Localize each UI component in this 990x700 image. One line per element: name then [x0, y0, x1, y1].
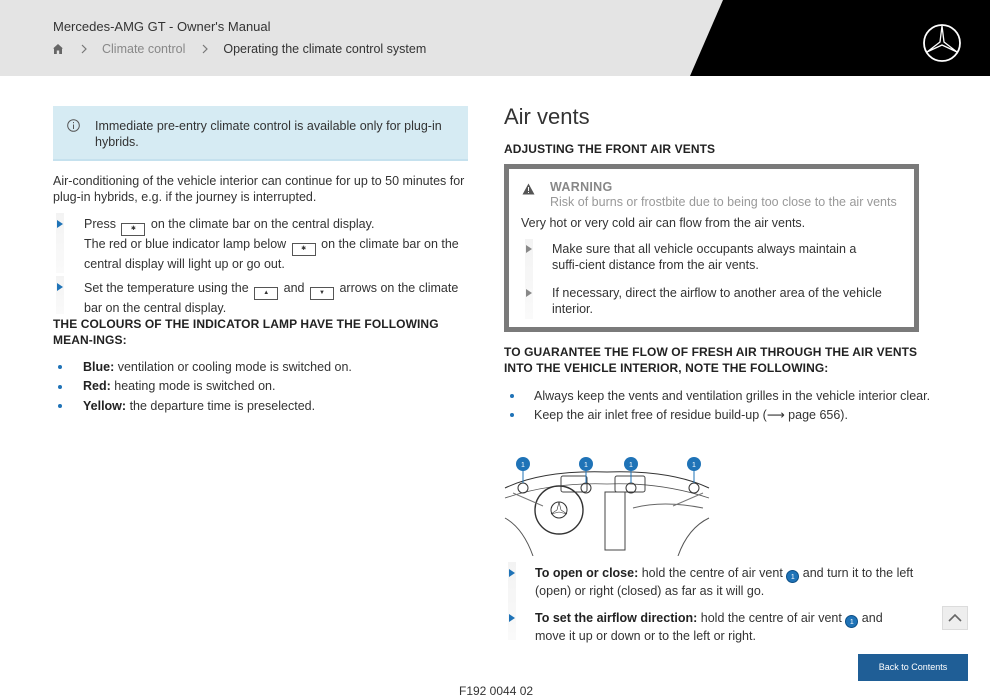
flow-item-2: Keep the air inlet free of residue build-up (⟶ page 656).: [534, 408, 848, 422]
list-bullet: [58, 385, 62, 389]
action-label: To open or close:: [535, 566, 639, 580]
mercedes-star-logo: [922, 23, 962, 63]
warning-item-2: If necessary, direct the airflow to another area of the vehicle interior.: [552, 286, 882, 316]
action-airflow-direction: [535, 610, 915, 644]
home-icon[interactable]: [52, 43, 64, 55]
chevron-right-icon: [80, 44, 88, 54]
breadcrumb-climate-control[interactable]: Climate control: [102, 42, 186, 56]
list-bullet: [510, 413, 514, 417]
step-2-and: and: [283, 281, 305, 295]
callout-number: 1: [521, 462, 525, 469]
warning-label: WARNING: [550, 180, 613, 194]
step-bar: [56, 276, 64, 314]
callout-number: 1: [692, 462, 696, 469]
action-open-close: [535, 565, 915, 599]
step-bullet-icon: [57, 220, 63, 228]
air-vents-illustration: [503, 448, 711, 556]
colour-label: Red:: [83, 379, 111, 393]
action-text-b: and turn it to the left (open) or right (closed) as far as it will go.: [535, 566, 914, 598]
arrow-up-key-icon: ▲: [254, 287, 278, 300]
step-1: [84, 216, 469, 236]
colour-item-yellow: [83, 398, 468, 414]
action-text-b: and move it up or down or to the left or right.: [535, 611, 883, 643]
step-2-text-b: arrows on the climate bar on the central display.: [84, 281, 459, 315]
step-1-text-a: Press: [84, 217, 116, 231]
chevron-right-icon: [201, 44, 209, 54]
step-1-text-d: on the climate bar on the central display will light up or go out.: [84, 237, 459, 271]
step-bullet-icon: [509, 569, 515, 577]
list-bullet: [510, 394, 514, 398]
step-2-text-a: Set the temperature using the: [84, 281, 249, 295]
warning-triangle-icon: [522, 183, 535, 195]
step-bullet-icon: [509, 614, 515, 622]
info-icon: [67, 119, 80, 132]
action-text-a: hold the centre of air vent: [641, 566, 783, 580]
colour-item-blue: [83, 359, 468, 375]
warning-description: Very hot or very cold air can flow from the air vents.: [521, 216, 806, 230]
section-title: Air vents: [504, 104, 590, 129]
colours-heading: THE COLOURS OF THE INDICATOR LAMP HAVE THE FOLLOWING MEAN-INGS:: [53, 317, 439, 347]
callout-number: 1: [629, 462, 633, 469]
action-label: To set the airflow direction:: [535, 611, 698, 625]
step-1-text-c: The red or blue indicator lamp below: [84, 237, 287, 251]
colour-label: Yellow:: [83, 399, 127, 413]
chevron-up-icon: [943, 607, 967, 629]
section-subheading: ADJUSTING THE FRONT AIR VENTS: [504, 142, 716, 156]
back-to-contents-button[interactable]: Back to Contents: [858, 654, 968, 681]
action-text-a: hold the centre of air vent: [700, 611, 842, 625]
breadcrumb: [52, 42, 426, 56]
list-bullet: [58, 404, 62, 408]
breadcrumb-current: Operating the climate control system: [223, 42, 427, 56]
step-bullet-icon: [526, 289, 532, 297]
step-bullet-icon: [57, 283, 63, 291]
colour-label: Blue:: [83, 360, 115, 374]
step-2: [84, 280, 469, 316]
info-note-box: [53, 106, 468, 161]
warning-item-1: Make sure that all vehicle occupants always maintain a suffi-cient distance from the air vents.: [552, 242, 857, 272]
manual-title: Mercedes-AMG GT - Owner's Manual: [53, 19, 271, 34]
callout-number: 1: [584, 462, 588, 469]
step-1-text-b: on the climate bar on the central display.: [150, 217, 375, 231]
step-1-result: [84, 236, 469, 272]
flow-heading: TO GUARANTEE THE FLOW OF FRESH AIR THROUGH THE AIR VENTS INTO THE VEHICLE INTERIOR, NOTE THE FOLLOWING:: [504, 345, 918, 375]
info-note-text: Immediate pre-entry climate control is available only for plug-in hybrids.: [95, 119, 442, 149]
scroll-to-top-button[interactable]: [942, 606, 968, 630]
arrow-down-key-icon: ▼: [310, 287, 334, 300]
callout-1-icon: 1: [786, 570, 799, 583]
step-bullet-icon: [526, 245, 532, 253]
list-bullet: [58, 365, 62, 369]
intro-paragraph: Air-conditioning of the vehicle interior can continue for up to 50 minutes for plug-in hybrids, e.g. if the journey is interrupted.: [53, 174, 465, 204]
colour-item-red: [83, 378, 468, 394]
page-header: [0, 0, 990, 76]
climate-key-icon: ✱: [121, 223, 145, 236]
colour-text: heating mode is switched on.: [114, 379, 276, 393]
warning-risk: Risk of burns or frostbite due to being too close to the air vents: [550, 195, 897, 209]
figure-id: F192 0044 02: [459, 684, 534, 698]
warning-box: [504, 164, 919, 332]
flow-item-1: Always keep the vents and ventilation grilles in the vehicle interior clear.: [534, 389, 931, 403]
climate-key-icon: ✱: [292, 243, 316, 256]
colour-text: ventilation or cooling mode is switched on.: [117, 360, 352, 374]
colour-text: the departure time is preselected.: [129, 399, 316, 413]
callout-1-icon: 1: [845, 615, 858, 628]
